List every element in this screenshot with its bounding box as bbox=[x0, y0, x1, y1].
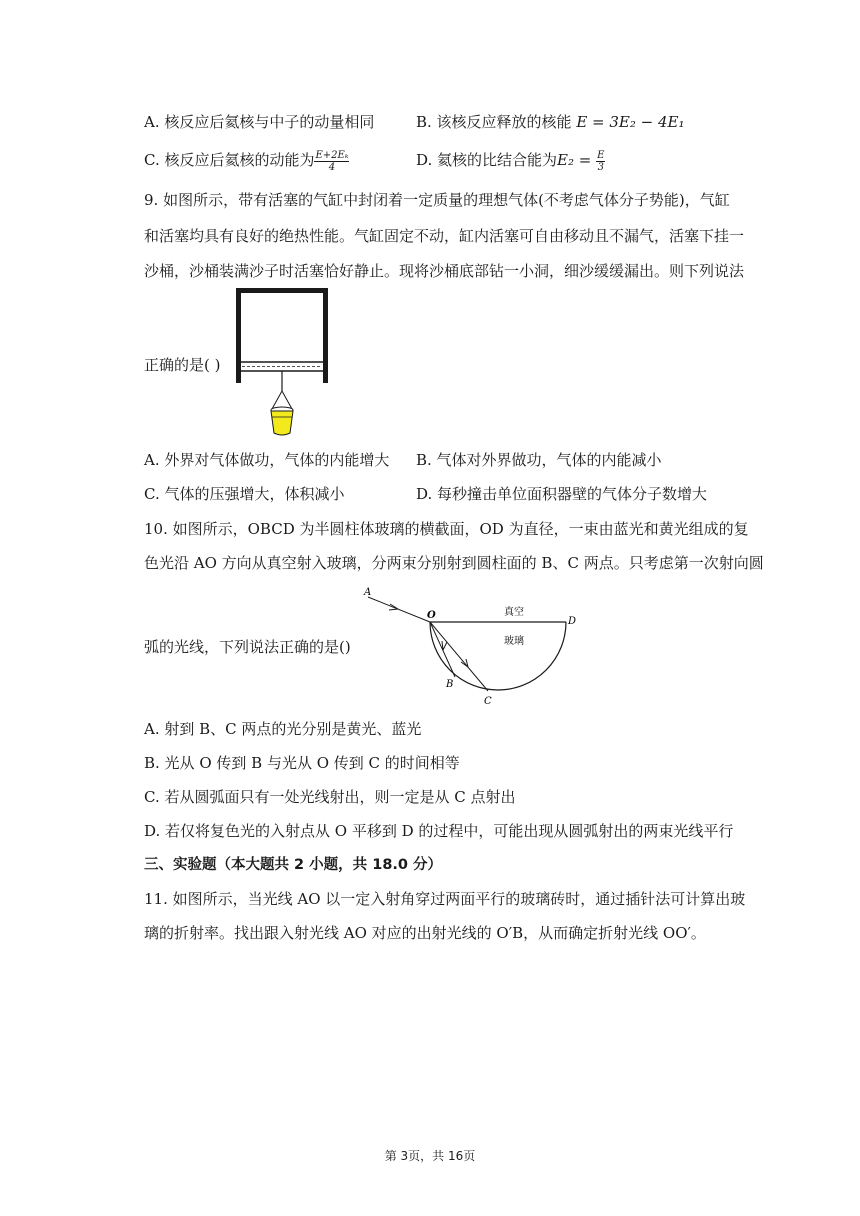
ray-ob-arrow bbox=[442, 641, 447, 650]
q8-option-c-text: C. 核反应后氦核的动能为 bbox=[144, 151, 315, 169]
q8-option-c-denominator: 4 bbox=[328, 161, 336, 173]
cylinder-top-wall bbox=[236, 288, 328, 293]
q9-option-d: D. 每秒撞击单位面积器壁的气体分子数增大 bbox=[416, 485, 708, 503]
q11-stem-line-1: 11. 如图所示，当光线 AO 以一定入射角穿过两面平行的玻璃砖时，通过插针法可计算出玻 bbox=[144, 890, 746, 908]
q11-stem-line-2: 璃的折射率。找出跟入射光线 AO 对应的出射光线的 O′B，从而确定折射光线 OO′。 bbox=[144, 924, 706, 942]
bucket-handle bbox=[272, 391, 292, 409]
q10-stem-line-1: 10. 如图所示，OBCD 为半圆柱体玻璃的横截面，OD 为直径，一束由蓝光和黄光组成的复 bbox=[144, 520, 749, 538]
q8-option-d-text: D. 氦核的比结合能为 bbox=[416, 151, 558, 169]
label-glass: 玻璃 bbox=[504, 636, 524, 647]
q8-option-a: A. 核反应后氦核与中子的动量相同 bbox=[144, 113, 375, 131]
label-c: C bbox=[484, 696, 492, 707]
q8-option-d bbox=[416, 149, 605, 173]
q10-option-d: D. 若仅将复色光的入射点从 O 平移到 D 的过程中，可能出现从圆弧射出的两束光线平行 bbox=[144, 822, 734, 840]
label-o: O bbox=[427, 610, 436, 621]
q9-stem-line-1: 9. 如图所示，带有活塞的气缸中封闭着一定质量的理想气体(不考虑气体分子势能)，气缸 bbox=[144, 191, 730, 209]
q10-option-a: A. 射到 B、C 两点的光分别是黄光、蓝光 bbox=[144, 720, 422, 738]
label-a: A bbox=[364, 587, 372, 598]
q8-option-d-fraction bbox=[596, 150, 605, 173]
q8-option-d-denominator: 3 bbox=[597, 161, 604, 173]
q9-stem-line-4: 正确的是( ) bbox=[144, 356, 221, 374]
q8-option-b bbox=[416, 111, 685, 133]
q9-option-a: A. 外界对气体做功，气体的内能增大 bbox=[144, 451, 390, 469]
section-heading-experiments: 三、实验题（本大题共 2 小题，共 18.0 分） bbox=[144, 857, 443, 873]
q9-stem-line-3: 沙桶，沙桶装满沙子时活塞恰好静止。现将沙桶底部钻一小洞，细沙缓缓漏出。则下列说法 bbox=[144, 262, 745, 280]
q10-stem-line-3: 弧的光线，下列说法正确的是() bbox=[144, 638, 351, 656]
q8-option-c bbox=[144, 149, 349, 173]
label-vacuum: 真空 bbox=[504, 607, 524, 618]
q8-option-c-numerator: E+2Eₖ bbox=[315, 149, 349, 161]
semicircle-glass-figure bbox=[360, 584, 590, 714]
label-d: D bbox=[568, 616, 577, 627]
q8-option-d-numerator: E bbox=[597, 149, 605, 161]
q10-option-c: C. 若从圆弧面只有一处光线射出，则一定是从 C 点射出 bbox=[144, 788, 516, 806]
cylinder-piston-figure bbox=[228, 283, 338, 443]
page-footer: 第 3页，共 16页 bbox=[384, 1149, 476, 1163]
cylinder-left-wall bbox=[236, 288, 241, 383]
q10-option-b: B. 光从 O 传到 B 与光从 O 传到 C 的时间相等 bbox=[144, 754, 460, 772]
sand-bucket bbox=[271, 411, 293, 435]
q8-option-b-text: B. 该核反应释放的核能 bbox=[416, 113, 577, 131]
q10-stem-line-2: 色光沿 AO 方向从真空射入玻璃，分两束分别射到圆柱面的 B、C 两点。只考虑第一次射向圆 bbox=[144, 554, 764, 572]
q9-option-c: C. 气体的压强增大，体积减小 bbox=[144, 485, 345, 503]
q8-option-d-formula: E₂ = bbox=[557, 151, 597, 169]
q8-option-c-fraction bbox=[314, 150, 349, 173]
cylinder-right-wall bbox=[323, 288, 328, 383]
q8-option-b-formula: E = 3E₂ − 4E₁ bbox=[576, 113, 685, 131]
label-b: B bbox=[446, 679, 454, 690]
q9-option-b: B. 气体对外界做功，气体的内能减小 bbox=[416, 451, 662, 469]
incident-ray-ao bbox=[368, 597, 430, 622]
q9-stem-line-2: 和活塞均具有良好的绝热性能。气缸固定不动，缸内活塞可自由移动且不漏气，活塞下挂一 bbox=[144, 227, 745, 245]
